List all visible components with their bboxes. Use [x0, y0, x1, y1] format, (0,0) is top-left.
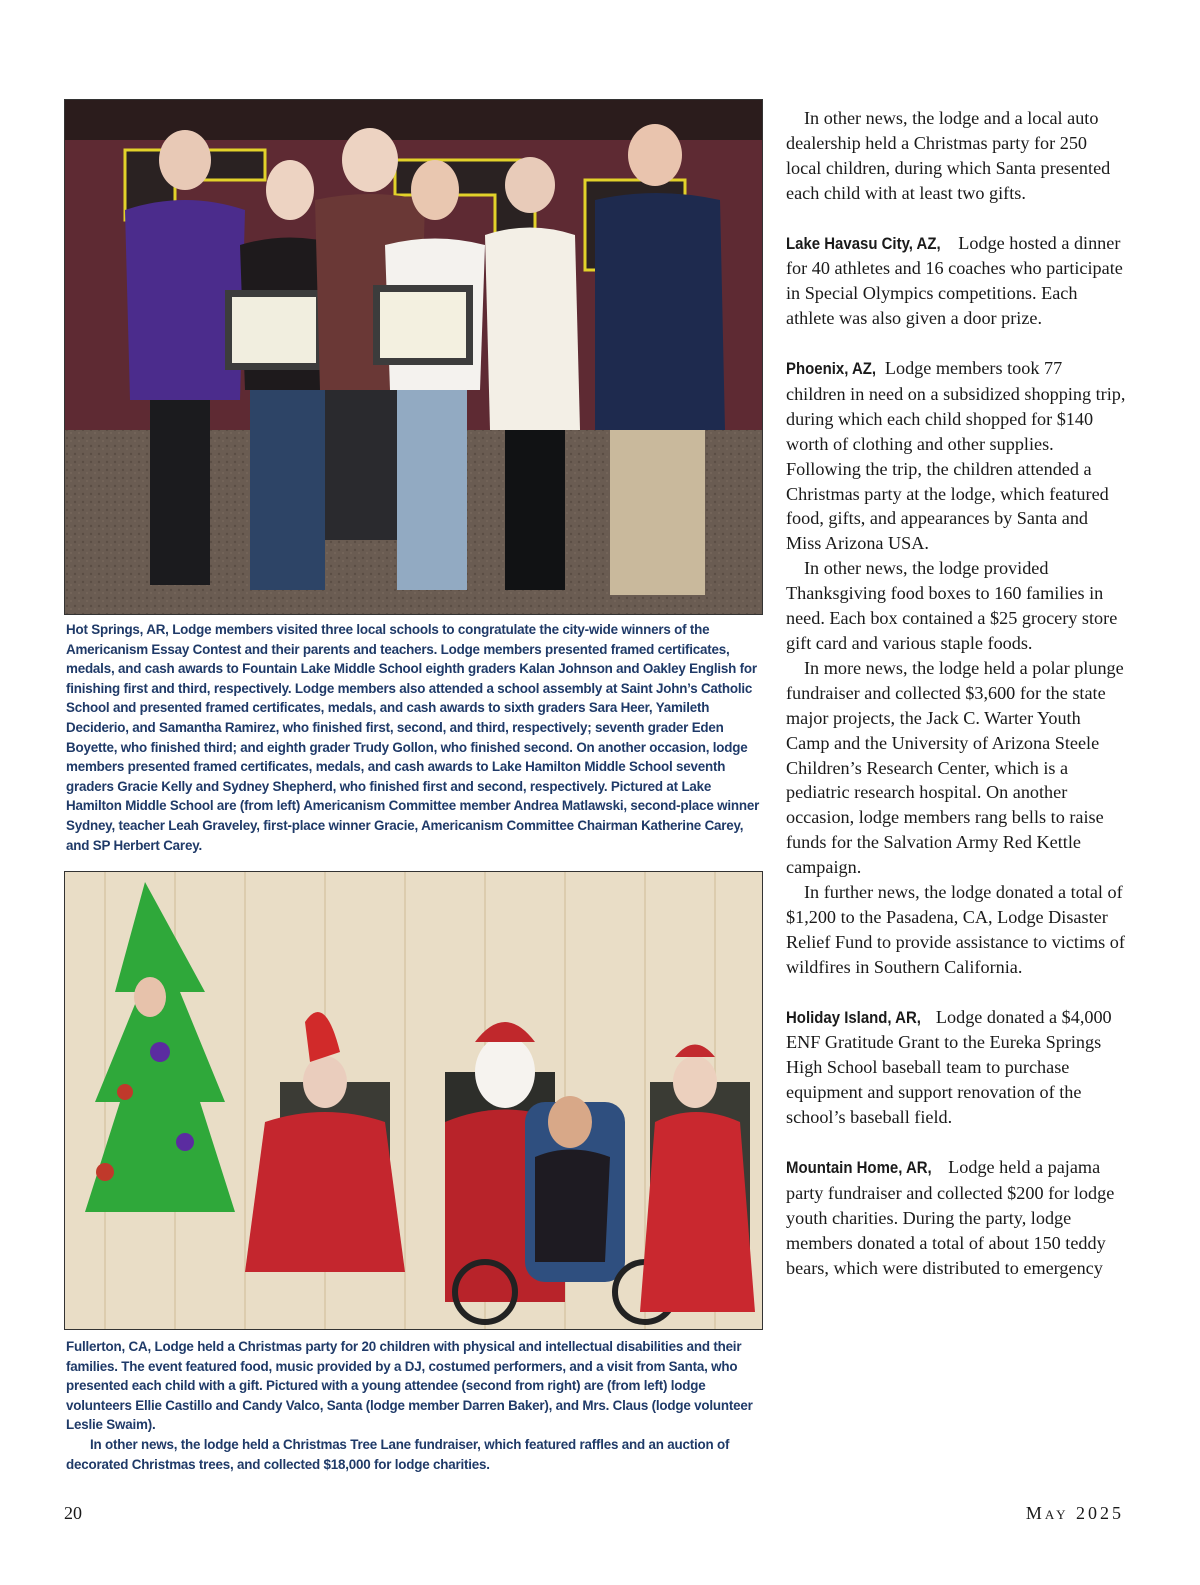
page-number: 20	[64, 1503, 82, 1523]
hot-springs-caption-place: Hot Springs, AR,	[66, 622, 169, 637]
phoenix-text: Lodge members took 77 children in need on a subsidized shopping trip, during which each child shopped for $140 worth of clothing and other supplies. Following the trip, the children attended a Christmas party at the lodge, which featured food, gifts, and appearances by Santa and Miss Arizona USA.	[786, 358, 1126, 554]
mountain-home-place: Mountain Home, AR,	[786, 1158, 932, 1177]
fullerton-photo-illustration	[65, 872, 762, 1329]
fullerton-caption-text: Lodge held a Christmas party for 20 children with physical and intellectual disabilities and their families. The event featured food, music provided by a DJ, costumed performers, and a visit from Santa, who presented each child with a gift. Pictured with a young attendee (second from right) are (from left) lodge volunteers Ellie Castillo and Candy Valco, Santa (lodge member Darren Baker), and Mrs. Claus (lodge volunteer Leslie Swaim).	[66, 1339, 753, 1433]
phoenix-paragraph-2: In other news, the lodge provided Thanksgiving food boxes to 160 families in need. Each box contained a $25 grocery store gift card and various staple foods.	[786, 558, 1118, 653]
lake-havasu-place: Lake Havasu City, AZ,	[786, 233, 941, 253]
hot-springs-photo	[64, 99, 763, 615]
holiday-island-place: Holiday Island, AR,	[786, 1007, 921, 1027]
mountain-home-text: Lodge held a pajama party fundraiser and collected $200 for lodge youth charities. During the party, lodge members donated a total of about 150 teddy bears, which were distributed to emergency	[786, 1157, 1115, 1278]
fullerton-caption-text-2: In other news, the lodge held a Christmas Tree Lane fundraiser, which featured raffles and an auction of decorated Christmas trees, and collected $18,000 for lodge charities.	[66, 1436, 730, 1472]
lake-havasu-paragraph	[786, 231, 1126, 332]
issue-date: May 2025	[1025, 1503, 1124, 1523]
hot-springs-caption	[66, 620, 762, 855]
lake-havasu-text: Lodge hosted a dinner for 40 athletes and 16 coaches who participate in Special Olympics competitions. Each athlete was also given a door prize.	[786, 232, 1123, 329]
hot-springs-photo-illustration	[65, 100, 762, 614]
fullerton-caption-place: Fullerton, CA,	[66, 1339, 151, 1354]
phoenix-place: Phoenix, AZ,	[786, 359, 877, 379]
mountain-home-paragraph	[786, 1155, 1126, 1281]
hot-springs-caption-text: Lodge members visited three local schools to congratulate the city-wide winners of the Americanism Essay Contest and their parents and teachers. Lodge members presented framed certificates, medals, and cash awards to Fountain Lake Middle School eighth graders Kalan Johnson and Oakley English for finishing first and third, respectively. Lodge members also attended a school assembly at Saint John’s Catholic School and presented framed certificates, medals, and cash awards to sixth graders Sara Heer, Yamileth Deciderio, and Samantha Ramirez, who finished first, second, and third, respectively; seventh grader Eden Boyette, who finished third; and eighth grader Trudy Gollon, who finished second. On another occasion, lodge members presented framed certificates, medals, and cash awards to Lake Hamilton Middle School seventh graders Gracie Kelly and Sydney Shepherd, who finished first and second, respectively. Pictured at Lake Hamilton Middle School are (from left) Americanism Committee member Andrea Matlawski, second-place winner Sydney, teacher Leah Graveley, first-place winner Gracie, Americanism Committee Chairman Katherine Carey, and SP Herbert Carey.	[66, 622, 760, 853]
fullerton-caption	[66, 1337, 762, 1474]
phoenix-paragraph	[786, 356, 1126, 556]
news-column	[786, 106, 1126, 1281]
holiday-island-text: Lodge donated a $4,000 ENF Gratitude Grant to the Eureka Springs High School baseball team to purchase equipment and support renovation of the school’s baseball field.	[786, 1006, 1112, 1128]
holiday-island-paragraph	[786, 1005, 1126, 1131]
fullerton-photo	[64, 871, 763, 1330]
column-paragraph-intro: In other news, the lodge and a local auto dealership held a Christmas party for 250 local children, during which Santa presented each child with at least two gifts.	[786, 108, 1111, 203]
phoenix-paragraph-3: In more news, the lodge held a polar plunge fundraiser and collected $3,600 for the state major projects, the Jack C. Warter Youth Camp and the University of Arizona Steele Children’s Research Center, which is a pediatric research hospital. On another occasion, lodge members rang bells to raise funds for the Salvation Army Red Kettle campaign.	[786, 657, 1124, 878]
phoenix-paragraph-4: In further news, the lodge donated a total of $1,200 to the Pasadena, CA, Lodge Disaster Relief Fund to provide assistance to victims of wildfires in Southern California.	[786, 882, 1125, 977]
